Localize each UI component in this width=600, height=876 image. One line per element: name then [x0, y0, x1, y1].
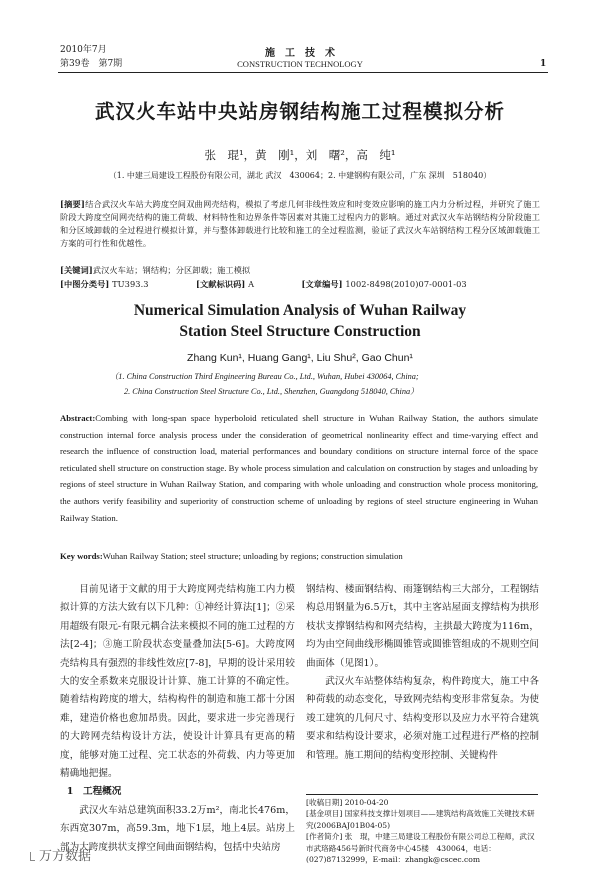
affiliations-en-2: 2. China Construction Steel Structure Co., Ltd., Shenzhen, Guangdong 518040, China） [124, 387, 419, 396]
affiliations-en-1: （1. China Construction Third Engineering Bureau Co., Ltd., Wuhan, Hubei 430064, China; [110, 372, 419, 381]
abstract-en-text: Combing with long-span space hyperboloid reticulated shell structure in Wuhan Railway Station, the authors simulate construction internal force analysis process under the consideration of geometrical nonlinearity effect and time-varying effect and research the influence of construction load, material performances and boundary conditions on structure internal force of the space reticulated shell structure on construction stage. By whole process simulation and calculation on construction by stages and unloading by regions of steel structure in Wuhan Railway Station, and comparing with whole unloading and construction whole process monitoring, the authors verify feasibility and superiority of construction scheme of unloading by regions of steel structure engineering in Wuhan Railway Station. [60, 413, 538, 523]
abstract-cn-text: 结合武汉火车站大跨度空间双曲网壳结构，模拟了考虑几何非线性效应和时变效应影响的施工内力分析过程，并研究了施工阶段大跨度空间网壳结构的施工荷载、材料特性和边界条件等因素对其施工过程内力的影响。通过对武汉火车站钢结构分阶段施工和分区域卸载的全过程进行模拟计算，并与整体卸载进行比较和施工的全过程监测，验证了武汉火车站钢结构工程分区域卸载施工方案的可行性和优越性。 [60, 199, 540, 248]
authors-cn: 张 琨¹，黄 刚¹，刘 曙²，高 纯¹ [204, 148, 396, 162]
keywords-cn-label: [关键词] [60, 265, 93, 275]
wanfang-watermark [30, 845, 91, 864]
keywords-cn-text: 武汉火车站；钢结构；分区卸载；施工模拟 [92, 265, 251, 275]
abstract-en-label: Abstract: [60, 413, 96, 423]
footnotes [306, 797, 540, 865]
header-volume: 第39卷 第7期 [60, 59, 123, 69]
title-en-line2: Station Steel Structure Construction [179, 323, 421, 340]
affiliations-cn: （1. 中建三局建设工程股份有限公司，湖北 武汉 430064；2. 中建钢构有限公司，广东 深圳 518040） [108, 171, 492, 180]
right-column [306, 581, 539, 765]
journal-title-cn: 施 工 技 术 [265, 48, 335, 59]
author-bio: [作者简介] 张 琨，中建三局建设工程股份有限公司总工程师，武汉市武珞路456号新时代商务中心45楼 430064，电话：(027)87132999，E-mail：zhangk@cscec.com [306, 832, 535, 865]
footnote-rule [306, 794, 538, 795]
keywords-en [60, 549, 538, 563]
structure-paragraph: 武汉火车站整体结构复杂，构件跨度大，施工中各种荷载的动态变化，导致网壳结构变形非常复杂。为使竣工建筑的几何尺寸、结构变形以及应力水平符合建筑要求和结构设计要求，必须对施工过程进行严格的控制和管理。施工期间的结构变形控制、关键构件 [306, 676, 539, 761]
fund-project: [基金项目] 国家科技支撑计划项目——建筑结构高效施工关键技术研究(2006BAJ01B04-05) [306, 809, 535, 830]
title-cn: 武汉火车站中央站房钢结构施工过程模拟分析 [94, 100, 505, 123]
watermark-mark-icon [30, 852, 35, 861]
project-overview-paragraph: 武汉火车站总建筑面积33.2万m²，南北长476m，东西宽307m，高59.3m，地下1层，地上4层。站房上部为大跨度拱状支撑空间曲面钢结构，包括中央站房 [60, 804, 295, 853]
project-overview-continued: 钢结构、楼面钢结构、雨篷钢结构三大部分，工程钢结构总用钢量为6.5万t，其中主客站屋面支撑结构为拱形枝状支撑钢结构和网壳结构，主拱最大跨度为116m，均为由空间曲线形椭圆锥管或圆锥管组成的不规则空间曲面体（见图1）。 [306, 584, 539, 669]
keywords-en-label: Key words: [60, 551, 103, 561]
title-en-line1: Numerical Simulation Analysis of Wuhan Railway [133, 302, 467, 319]
header-rule [58, 72, 548, 73]
classification-line [60, 278, 540, 291]
clc-label: [中图分类号] [60, 279, 110, 289]
abstract-cn [60, 198, 540, 250]
clc-value: TU393.3 [112, 279, 149, 289]
article-number-value: 1002-8498(2010)07-0001-03 [345, 279, 467, 289]
page-number: 1 [540, 59, 547, 69]
intro-paragraph: 目前见诸于文献的用于大跨度网壳结构施工内力模拟计算的方法大致有以下几种：①神经计算法[1]；②采用超级有限元-有限元耦合法来模拟不同的施工过程的方法[2-4]；③施工阶段状态变量叠加法[5-6]。大跨度网壳结构具有强烈的非线性效应[7-8]，早期的设计采用较大的安全系数来克服设计计算、施工计算的不确定性。随着结构跨度的增大，结构构件的制造和施工都十分困难，建造价格也愈加昂贵。因此，要求进一步完善现行的大跨网壳结构设计方法，使设计计算具有更高的精度，能够对施工过程、完工状态的外荷载、内力等更加精确地把握。 [60, 584, 295, 780]
keywords-cn [60, 264, 540, 277]
keywords-en-text: Wuhan Railway Station; steel structure; unloading by regions; construction simulation [102, 551, 403, 561]
received-date: [收稿日期] 2010-04-20 [306, 798, 389, 807]
doc-code-value: A [248, 279, 255, 289]
header-date: 2010年7月 [60, 45, 107, 55]
abstract-en [60, 410, 538, 526]
abstract-cn-label: [摘要] [60, 199, 85, 209]
article-number-label: [文章编号] [301, 279, 343, 289]
doc-code-label: [文献标识码] [196, 279, 246, 289]
left-column [60, 581, 295, 857]
journal-title-en: CONSTRUCTION TECHNOLOGY [237, 59, 363, 69]
watermark-text: 万方数据 [39, 849, 92, 864]
section-heading-project-overview: 1 工程概况 [66, 786, 122, 798]
authors-en: Zhang Kun¹, Huang Gang¹, Liu Shu², Gao Chun¹ [187, 352, 413, 364]
